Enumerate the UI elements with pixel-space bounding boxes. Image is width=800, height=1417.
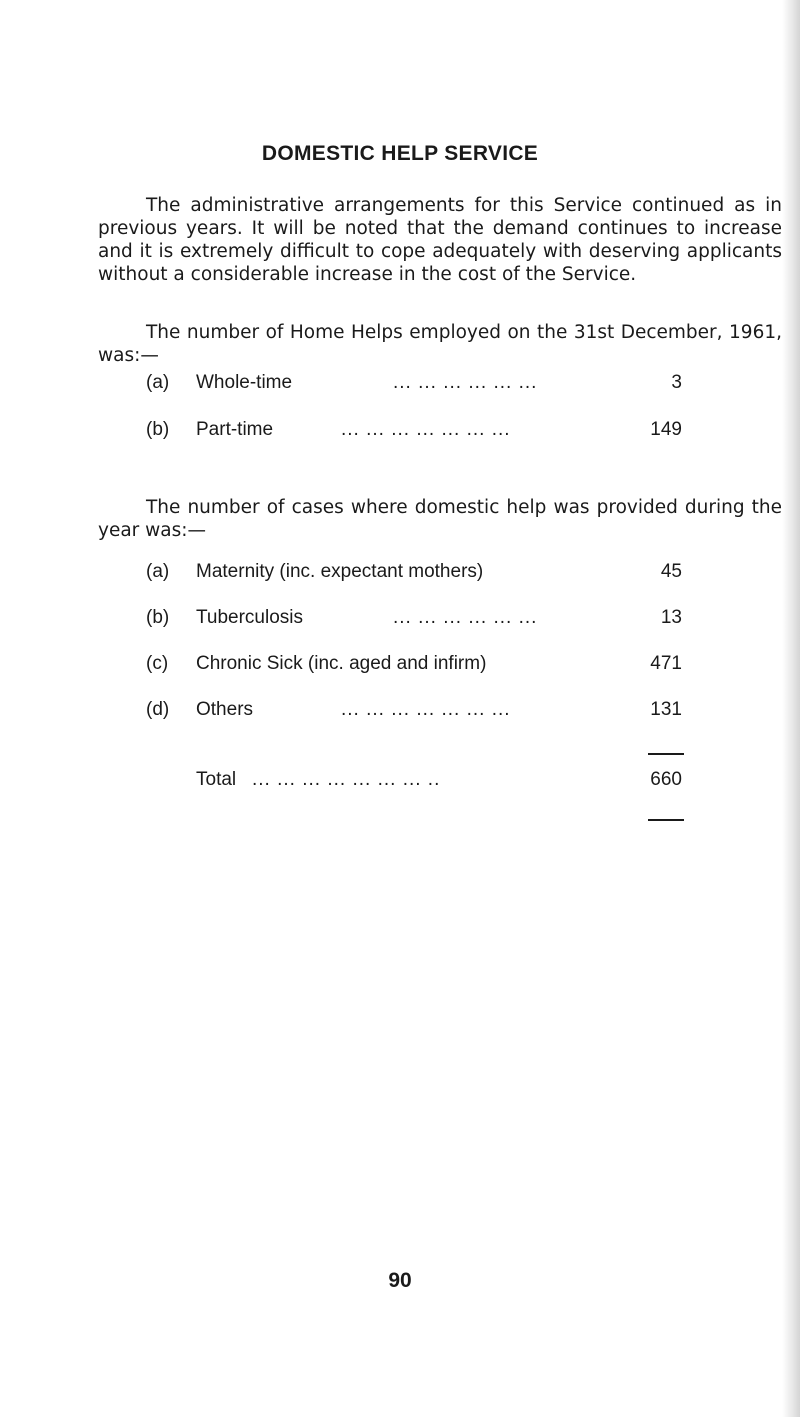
home-helps-paragraph: The number of Home Helps employed on the 31st December, 1961, was:— xyxy=(98,322,782,366)
list-item-tuberculosis xyxy=(146,605,682,631)
list-item-others xyxy=(146,697,682,723)
total-row xyxy=(196,767,682,793)
list-item-part-time xyxy=(146,417,682,443)
leader-dots: ... ... ... ... ... ... ... .. xyxy=(252,769,441,790)
item-letter: (c) xyxy=(146,653,169,674)
item-label: Part-time xyxy=(196,419,274,440)
total-value: 660 xyxy=(650,769,682,790)
leader-dots: ... ... ... ... ... ... xyxy=(393,372,538,393)
list-item-chronic-sick xyxy=(146,651,682,677)
item-label: Whole-time xyxy=(196,372,293,393)
item-letter: (a) xyxy=(146,561,170,582)
item-label: Chronic Sick (inc. aged and infirm) xyxy=(196,653,487,674)
leader-dots: ... ... ... ... ... ... ... xyxy=(341,419,511,440)
list-item-maternity xyxy=(146,559,682,585)
item-letter: (d) xyxy=(146,699,170,720)
item-value: 149 xyxy=(650,419,682,440)
list-item-whole-time xyxy=(146,370,682,396)
page-edge-shadow xyxy=(782,0,800,1417)
intro-paragraph: The administrative arrangements for this Service continued as in previous years. It will be noted that the demand continues to increase and it is extremely difficult to cope adequately with deserving applicants without a considerable increase in the cost of the Service. xyxy=(98,195,782,285)
item-value: 131 xyxy=(650,699,682,720)
total-label: Total xyxy=(196,769,237,790)
item-label: Tuberculosis xyxy=(196,607,304,628)
page-number: 90 xyxy=(388,1269,412,1292)
total-rule-bottom xyxy=(648,819,684,821)
item-value: 471 xyxy=(650,653,682,674)
page-title: DOMESTIC HELP SERVICE xyxy=(261,142,539,165)
item-label: Maternity (inc. expectant mothers) xyxy=(196,561,484,582)
item-letter: (a) xyxy=(146,372,170,393)
total-rule-top xyxy=(648,753,684,755)
leader-dots: ... ... ... ... ... ... ... xyxy=(341,699,511,720)
item-value: 3 xyxy=(671,372,682,393)
cases-paragraph: The number of cases where domestic help was provided during the year was:— xyxy=(98,497,782,541)
item-value: 45 xyxy=(660,561,682,582)
leader-dots: ... ... ... ... ... ... xyxy=(393,607,538,628)
item-value: 13 xyxy=(660,607,682,628)
item-letter: (b) xyxy=(146,607,170,628)
item-label: Others xyxy=(196,699,254,720)
item-letter: (b) xyxy=(146,419,170,440)
